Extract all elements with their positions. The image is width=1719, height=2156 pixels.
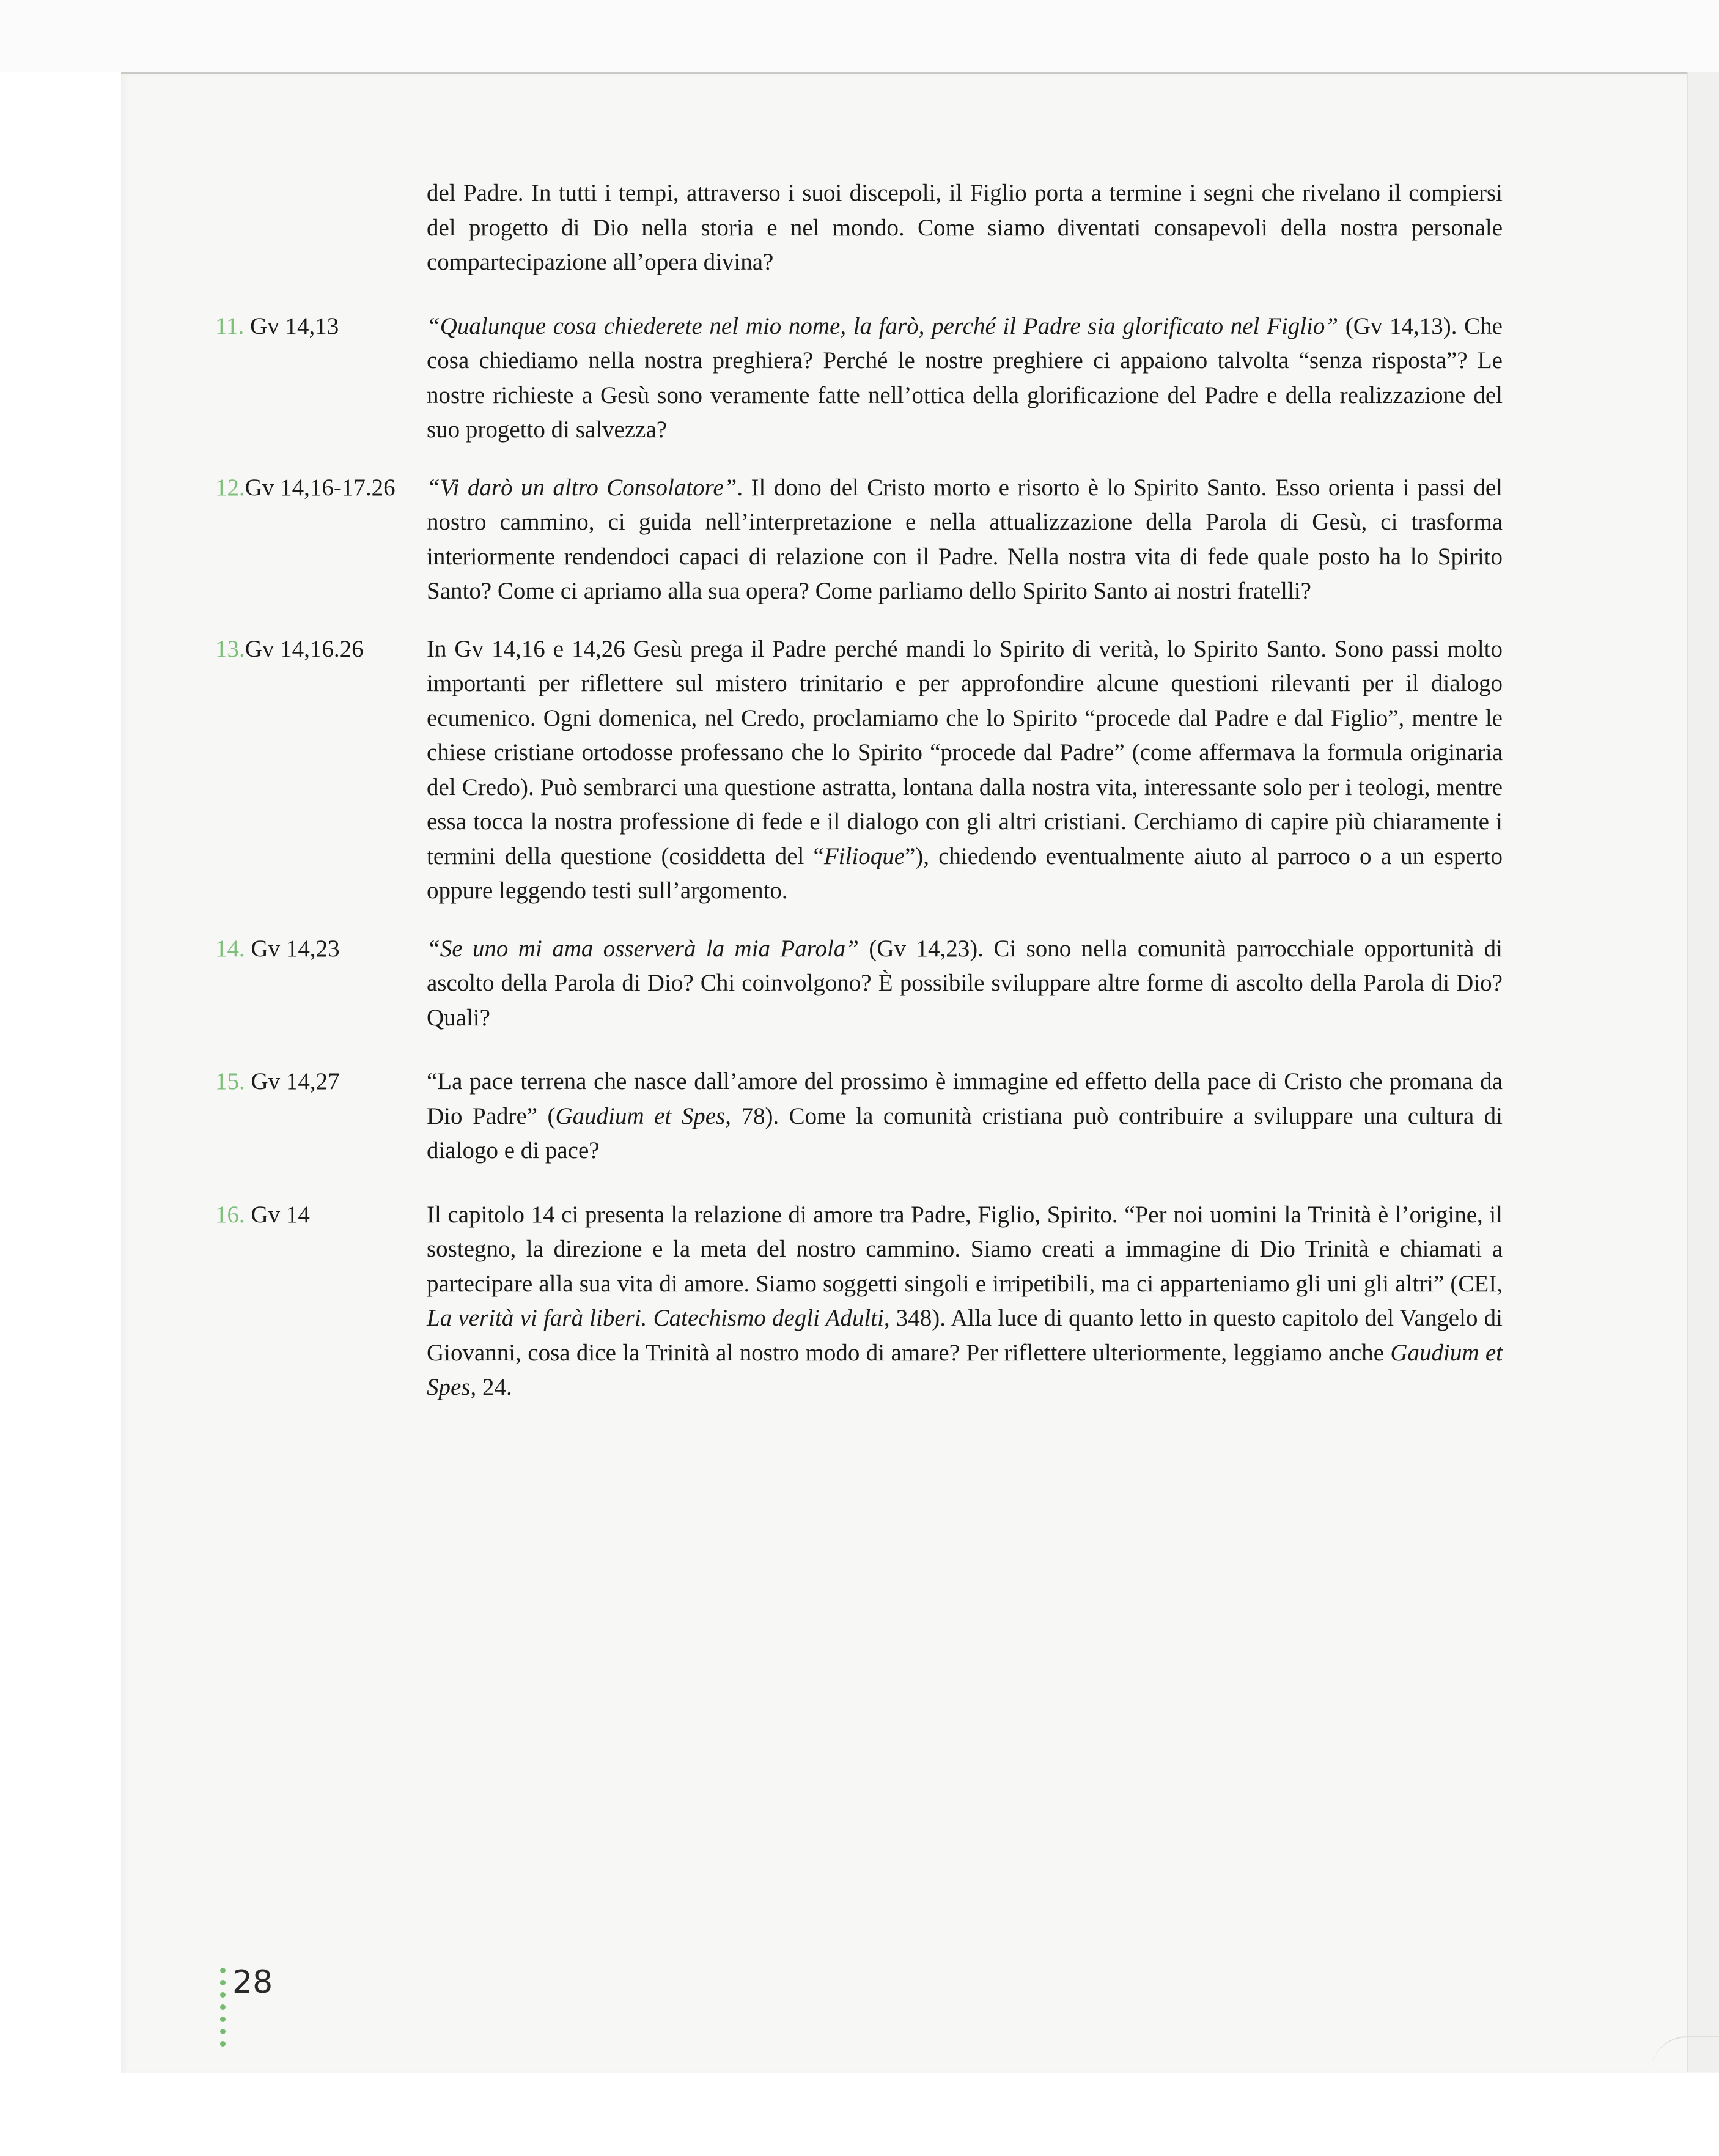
entry-12 (215, 471, 1505, 609)
entry-italic-term: Filioque (823, 843, 905, 869)
entry-italic-term: La verità vi farà liberi. Catechismo degli Adulti (427, 1305, 884, 1331)
dot (220, 2017, 226, 2022)
intro-paragraph: del Padre. In tutti i tempi, attraverso i suoi discepoli, il Figlio porta a termine i segni che rivelano il compiersi del progetto di Dio nella storia e nel mondo. Come siamo diventati consapevoli della nostra personale compartecipazione all’opera divina? (427, 180, 1503, 275)
entry-body: Il capitolo 14 ci presenta la relazione di amore tra Padre, Figlio, Spirito. “Per noi uomini la Trinità è l’origine, il sostegno, la direzione e la meta del nostro cammino. Siamo creati a immagine di Dio Trinità e chiamati a partecipare alla sua vita di amore. Siamo soggetti singoli e irripetibili, ma ci apparteniamo gli uni gli altri” (CEI, (427, 1201, 1503, 1297)
entry-body-end: , 24. (470, 1374, 512, 1400)
entry-verse: Gv 14,23 (251, 935, 340, 962)
entry-quote: “Qualunque cosa chiederete nel mio nome, la farò, perché il Padre sia glorificato nel Figlio” (427, 312, 1339, 339)
entry-verse: Gv 14,27 (251, 1068, 340, 1095)
entry-number: 15. (215, 1068, 245, 1095)
dot (220, 2041, 226, 2047)
entry-quote: “Se uno mi ama osserverà la mia Parola” (427, 935, 859, 962)
entry-reference (215, 471, 427, 609)
page-content (215, 176, 1505, 1405)
entry-14 (215, 932, 1505, 1036)
entry-text (427, 1198, 1503, 1405)
page-dots-decoration (220, 1968, 229, 2053)
dot (220, 1980, 226, 1985)
entry-11 (215, 309, 1505, 448)
entry-verse: Gv 14 (251, 1201, 310, 1228)
entry-quote: “Vi darò un altro Consolatore” (427, 474, 737, 501)
entry-body: (Gv 14,23). Ci sono nella comunità parrocchiale opportunità di ascolto della Parola di Dio? Chi coinvolgono? È possibile sviluppare altre forme di ascolto della Parola di Dio? Quali? (427, 935, 1503, 1031)
entry-verse: Gv 14,16-17.26 (245, 474, 396, 501)
entry-text (427, 471, 1503, 609)
entry-italic-term: Gaudium et Spes (555, 1102, 726, 1129)
entry-body: “La pace terrena che nasce dall’amore del prossimo è immagine ed effetto della pace di Cristo che promana da Dio Padre” ( (427, 1068, 1503, 1129)
entry-body-end: ”), chiedendo eventualmente aiuto al parroco o a un esperto oppure leggendo testi sull’argomento. (427, 843, 1503, 904)
entry-number: 13. (215, 635, 245, 662)
entry-body: (Gv 14,13). Che cosa chiediamo nella nostra preghiera? Perché le nostre preghiere ci appaiono talvolta “senza risposta”? Le nostre richieste a Gesù sono veramente fatte nell’ottica della glorificazione del Padre e della realizzazione del suo progetto di salvezza? (427, 312, 1503, 443)
entry-number: 16. (215, 1201, 245, 1228)
entry-italic-term-2: Gaudium et Spes (427, 1339, 1503, 1400)
adjacent-page-edge (1687, 72, 1719, 2072)
entry-text (427, 932, 1503, 1036)
entry-body: . Il dono del Cristo morto e risorto è lo Spirito Santo. Esso orienta i passi del nostro cammino, ci guida nell’interpretazione e nella attualizzazione della Parola di Gesù, ci trasforma interiormente rendendoci capaci di relazione con il Padre. Nella nostra vita di fede quale posto ha lo Spirito Santo? Come ci apriamo alla sua opera? Come parliamo dello Spirito Santo ai nostri fratelli? (427, 474, 1503, 604)
entry-body-middle: , 348). Alla luce di quanto letto in questo capitolo del Vangelo di Giovanni, cosa dice la Trinità al nostro modo di amare? Per riflettere ulteriormente, leggiamo anche (427, 1305, 1503, 1366)
entry-verse: Gv 14,13 (250, 312, 339, 339)
entry-number: 11. (215, 312, 245, 339)
entry-reference (215, 632, 427, 909)
entry-16 (215, 1198, 1505, 1405)
dot (220, 2004, 226, 2010)
entry-verse: Gv 14,16.26 (245, 635, 364, 662)
entry-reference (215, 309, 427, 448)
entry-number: 12. (215, 474, 245, 501)
entry-15 (215, 1065, 1505, 1168)
entry-body-end: , 78). Come la comunità cristiana può contribuire a sviluppare una cultura di dialogo e di pace? (427, 1102, 1503, 1164)
page-number: 28 (232, 1964, 273, 2001)
entry-number: 14. (215, 935, 245, 962)
entry-reference (215, 1198, 427, 1405)
entry-text (427, 632, 1503, 909)
dot (220, 1968, 226, 1973)
dot (220, 1992, 226, 1998)
entry-text (427, 309, 1503, 448)
dot (220, 2029, 226, 2034)
scan-background (0, 0, 1719, 72)
entry-text (427, 1065, 1503, 1168)
entry-reference (215, 932, 427, 1036)
entry-reference (215, 1065, 427, 1168)
entry-13 (215, 632, 1505, 909)
entry-body: In Gv 14,16 e 14,26 Gesù prega il Padre perché mandi lo Spirito di verità, lo Spirito Santo. Sono passi molto importanti per riflettere sul mistero trinitario e per approfondire alcune questioni rilevanti per il dialogo ecumenico. Ogni domenica, nel Credo, proclamiamo che lo Spirito “procede dal Padre e dal Figlio”, mentre le chiese cristiane ortodosse professano che lo Spirito “procede dal Padre” (come affermava la formula originaria del Credo). Può sembrarci una questione astratta, lontana dalla nostra vita, interessante solo per i teologi, mentre essa tocca la nostra professione di fede e il dialogo con gli altri cristiani. Cerchiamo di capire più chiaramente i termini della questione (cosiddetta del “ (427, 635, 1503, 869)
